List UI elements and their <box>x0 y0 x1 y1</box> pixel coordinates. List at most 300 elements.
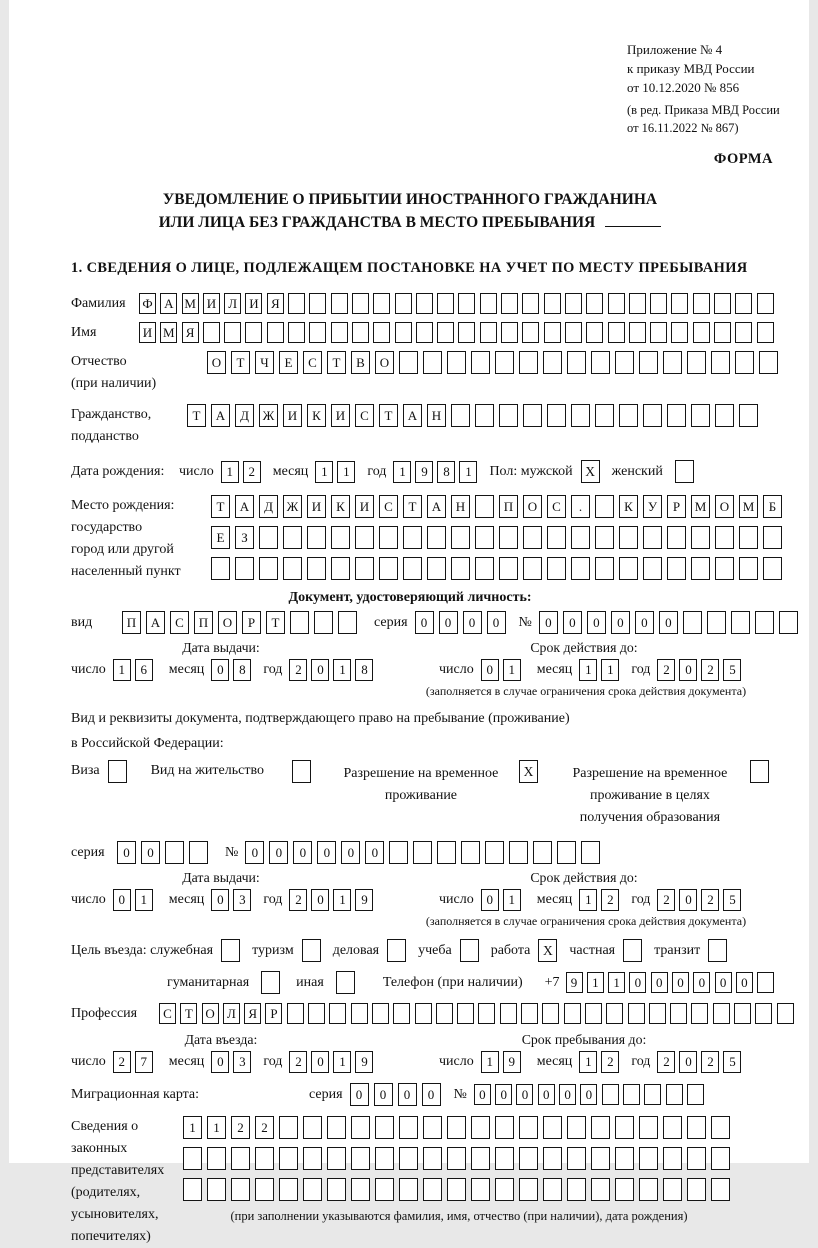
cell[interactable] <box>687 1147 706 1170</box>
cell[interactable] <box>471 1178 490 1201</box>
cell[interactable] <box>329 1003 346 1024</box>
cell[interactable]: 0 <box>365 841 384 864</box>
cell[interactable] <box>211 557 230 580</box>
cell[interactable]: С <box>547 495 566 518</box>
cell[interactable] <box>499 557 518 580</box>
cell[interactable] <box>259 557 278 580</box>
cell[interactable]: 1 <box>393 461 411 483</box>
cell[interactable] <box>757 293 774 314</box>
cell[interactable]: 0 <box>374 1083 393 1106</box>
cell[interactable] <box>203 322 220 343</box>
cell[interactable]: 1 <box>315 461 333 483</box>
cell[interactable] <box>495 351 514 374</box>
cell[interactable] <box>711 1178 730 1201</box>
cell[interactable]: 2 <box>701 889 719 911</box>
cell[interactable] <box>471 1116 490 1139</box>
cell[interactable] <box>644 1084 661 1105</box>
purpose-transit-checkbox[interactable] <box>708 939 727 962</box>
cell[interactable] <box>687 1116 706 1139</box>
cell[interactable]: Д <box>235 404 254 427</box>
cell[interactable]: 2 <box>289 1051 307 1073</box>
cell[interactable] <box>290 611 309 634</box>
cell[interactable]: С <box>355 404 374 427</box>
cell[interactable]: 1 <box>601 659 619 681</box>
cell[interactable] <box>595 404 614 427</box>
cell[interactable] <box>288 293 305 314</box>
cell[interactable] <box>303 1147 322 1170</box>
cell[interactable] <box>327 1178 346 1201</box>
cell[interactable]: 0 <box>659 611 678 634</box>
cell[interactable] <box>355 526 374 549</box>
cell[interactable]: Е <box>279 351 298 374</box>
cell[interactable]: Н <box>451 495 470 518</box>
cell[interactable]: 2 <box>113 1051 131 1073</box>
cell[interactable] <box>351 1178 370 1201</box>
cell[interactable]: 1 <box>337 461 355 483</box>
cell[interactable]: О <box>375 351 394 374</box>
residence-permit-checkbox[interactable] <box>292 760 311 783</box>
cell[interactable] <box>567 1116 586 1139</box>
cell[interactable] <box>375 1116 394 1139</box>
cell[interactable] <box>586 293 603 314</box>
cell[interactable] <box>279 1116 298 1139</box>
cell[interactable]: Т <box>327 351 346 374</box>
cell[interactable] <box>591 1116 610 1139</box>
cell[interactable]: 2 <box>657 889 675 911</box>
cell[interactable]: Б <box>763 495 782 518</box>
cell[interactable]: О <box>218 611 237 634</box>
cell[interactable]: 0 <box>679 1051 697 1073</box>
cell[interactable]: П <box>194 611 213 634</box>
cell[interactable] <box>739 557 758 580</box>
cell[interactable] <box>564 1003 581 1024</box>
cell[interactable]: Е <box>211 526 230 549</box>
cell[interactable] <box>567 1178 586 1201</box>
cell[interactable]: Ч <box>255 351 274 374</box>
cell[interactable] <box>639 351 658 374</box>
sex-male-checkbox[interactable]: X <box>581 460 600 483</box>
cell[interactable]: 1 <box>579 659 597 681</box>
cell[interactable] <box>567 1147 586 1170</box>
cell[interactable] <box>585 1003 602 1024</box>
cell[interactable]: 3 <box>233 889 251 911</box>
cell[interactable] <box>691 404 710 427</box>
cell[interactable] <box>759 351 778 374</box>
cell[interactable]: 0 <box>679 889 697 911</box>
cell[interactable]: П <box>122 611 141 634</box>
cell[interactable]: 2 <box>701 659 719 681</box>
cell[interactable]: Ф <box>139 293 156 314</box>
cell[interactable] <box>399 1116 418 1139</box>
cell[interactable]: Ж <box>283 495 302 518</box>
cell[interactable]: 8 <box>355 659 373 681</box>
cell[interactable] <box>458 322 475 343</box>
cell[interactable]: М <box>691 495 710 518</box>
cell[interactable]: Т <box>403 495 422 518</box>
cell[interactable] <box>557 841 576 864</box>
cell[interactable] <box>522 322 539 343</box>
cell[interactable] <box>691 557 710 580</box>
cell[interactable] <box>671 293 688 314</box>
cell[interactable] <box>619 526 638 549</box>
cell[interactable] <box>523 526 542 549</box>
cell[interactable]: 9 <box>566 972 583 993</box>
cell[interactable] <box>734 1003 751 1024</box>
cell[interactable] <box>522 293 539 314</box>
cell[interactable] <box>649 1003 666 1024</box>
cell[interactable] <box>327 1147 346 1170</box>
cell[interactable] <box>331 322 348 343</box>
cell[interactable] <box>447 351 466 374</box>
cell[interactable] <box>581 841 600 864</box>
cell[interactable]: 2 <box>289 659 307 681</box>
cell[interactable]: 0 <box>350 1083 369 1106</box>
cell[interactable]: 2 <box>243 461 261 483</box>
cell[interactable]: С <box>303 351 322 374</box>
cell[interactable] <box>663 1178 682 1201</box>
cell[interactable] <box>629 322 646 343</box>
cell[interactable] <box>475 495 494 518</box>
cell[interactable] <box>615 1147 634 1170</box>
visa-checkbox[interactable] <box>108 760 127 783</box>
cell[interactable] <box>670 1003 687 1024</box>
cell[interactable] <box>707 611 726 634</box>
cell[interactable] <box>687 1084 704 1105</box>
cell[interactable] <box>643 404 662 427</box>
cell[interactable] <box>245 322 262 343</box>
cell[interactable]: Ж <box>259 404 278 427</box>
cell[interactable] <box>399 1147 418 1170</box>
cell[interactable]: А <box>427 495 446 518</box>
cell[interactable] <box>606 1003 623 1024</box>
cell[interactable] <box>735 351 754 374</box>
cell[interactable] <box>224 322 241 343</box>
cell[interactable] <box>416 322 433 343</box>
cell[interactable] <box>207 1178 226 1201</box>
cell[interactable]: Д <box>259 495 278 518</box>
cell[interactable] <box>480 293 497 314</box>
cell[interactable] <box>591 351 610 374</box>
cell[interactable] <box>509 841 528 864</box>
cell[interactable] <box>571 557 590 580</box>
cell[interactable]: Р <box>265 1003 282 1024</box>
cell[interactable] <box>399 351 418 374</box>
cell[interactable] <box>608 322 625 343</box>
cell[interactable] <box>447 1116 466 1139</box>
cell[interactable] <box>711 1147 730 1170</box>
purpose-tourism-checkbox[interactable] <box>302 939 321 962</box>
purpose-official-checkbox[interactable] <box>221 939 240 962</box>
cell[interactable]: И <box>203 293 220 314</box>
cell[interactable]: 2 <box>657 659 675 681</box>
cell[interactable]: 2 <box>701 1051 719 1073</box>
cell[interactable]: 9 <box>503 1051 521 1073</box>
cell[interactable]: 0 <box>341 841 360 864</box>
cell[interactable] <box>713 1003 730 1024</box>
cell[interactable] <box>739 404 758 427</box>
cell[interactable] <box>615 351 634 374</box>
cell[interactable] <box>458 293 475 314</box>
cell[interactable] <box>255 1147 274 1170</box>
cell[interactable] <box>666 1084 683 1105</box>
cell[interactable]: 0 <box>629 972 646 993</box>
cell[interactable]: 0 <box>538 1084 555 1105</box>
cell[interactable]: 0 <box>580 1084 597 1105</box>
cell[interactable] <box>423 1147 442 1170</box>
cell[interactable] <box>779 611 798 634</box>
cell[interactable]: 5 <box>723 659 741 681</box>
cell[interactable]: Т <box>211 495 230 518</box>
cell[interactable] <box>533 841 552 864</box>
cell[interactable] <box>544 322 561 343</box>
cell[interactable]: Л <box>223 1003 240 1024</box>
cell[interactable] <box>591 1147 610 1170</box>
cell[interactable] <box>283 526 302 549</box>
cell[interactable] <box>403 526 422 549</box>
cell[interactable] <box>650 322 667 343</box>
cell[interactable] <box>259 526 278 549</box>
cell[interactable]: Н <box>427 404 446 427</box>
cell[interactable] <box>595 557 614 580</box>
cell[interactable]: 1 <box>587 972 604 993</box>
cell[interactable] <box>519 1178 538 1201</box>
cell[interactable] <box>667 404 686 427</box>
cell[interactable] <box>475 557 494 580</box>
cell[interactable]: 1 <box>333 1051 351 1073</box>
cell[interactable] <box>619 557 638 580</box>
cell[interactable] <box>711 1116 730 1139</box>
cell[interactable] <box>739 526 758 549</box>
cell[interactable] <box>399 1178 418 1201</box>
cell[interactable]: 0 <box>415 611 434 634</box>
cell[interactable] <box>267 322 284 343</box>
cell[interactable]: 0 <box>474 1084 491 1105</box>
cell[interactable] <box>521 1003 538 1024</box>
cell[interactable]: О <box>523 495 542 518</box>
temp-residence-checkbox[interactable]: X <box>519 760 538 783</box>
cell[interactable] <box>608 293 625 314</box>
cell[interactable] <box>389 841 408 864</box>
cell[interactable] <box>714 322 731 343</box>
cell[interactable] <box>735 322 752 343</box>
cell[interactable] <box>499 526 518 549</box>
cell[interactable]: 0 <box>559 1084 576 1105</box>
cell[interactable]: В <box>351 351 370 374</box>
cell[interactable] <box>189 841 208 864</box>
cell[interactable] <box>327 1116 346 1139</box>
cell[interactable] <box>671 322 688 343</box>
cell[interactable] <box>757 322 774 343</box>
cell[interactable] <box>403 557 422 580</box>
cell[interactable]: 1 <box>459 461 477 483</box>
cell[interactable] <box>372 1003 389 1024</box>
cell[interactable] <box>447 1147 466 1170</box>
cell[interactable]: 0 <box>563 611 582 634</box>
cell[interactable] <box>437 322 454 343</box>
cell[interactable] <box>501 322 518 343</box>
cell[interactable] <box>691 1003 708 1024</box>
purpose-private-checkbox[interactable] <box>623 939 642 962</box>
cell[interactable]: 1 <box>503 889 521 911</box>
cell[interactable]: 0 <box>611 611 630 634</box>
cell[interactable]: 0 <box>516 1084 533 1105</box>
cell[interactable]: 0 <box>635 611 654 634</box>
cell[interactable]: З <box>235 526 254 549</box>
cell[interactable]: 0 <box>269 841 288 864</box>
cell[interactable]: 0 <box>439 611 458 634</box>
cell[interactable]: О <box>715 495 734 518</box>
cell[interactable] <box>643 526 662 549</box>
cell[interactable]: 2 <box>289 889 307 911</box>
cell[interactable]: 1 <box>503 659 521 681</box>
cell[interactable]: И <box>139 322 156 343</box>
cell[interactable] <box>461 841 480 864</box>
cell[interactable] <box>436 1003 453 1024</box>
cell[interactable] <box>567 351 586 374</box>
cell[interactable] <box>543 351 562 374</box>
cell[interactable] <box>693 293 710 314</box>
temp-residence-education-checkbox[interactable] <box>750 760 769 783</box>
cell[interactable] <box>495 1147 514 1170</box>
cell[interactable] <box>591 1178 610 1201</box>
cell[interactable] <box>715 404 734 427</box>
cell[interactable] <box>309 293 326 314</box>
cell[interactable] <box>288 322 305 343</box>
cell[interactable]: 0 <box>481 659 499 681</box>
cell[interactable] <box>231 1147 250 1170</box>
cell[interactable] <box>691 526 710 549</box>
cell[interactable] <box>693 322 710 343</box>
cell[interactable] <box>628 1003 645 1024</box>
purpose-business-checkbox[interactable] <box>387 939 406 962</box>
cell[interactable] <box>314 611 333 634</box>
cell[interactable]: Р <box>242 611 261 634</box>
cell[interactable] <box>639 1147 658 1170</box>
cell[interactable]: 1 <box>135 889 153 911</box>
cell[interactable]: К <box>619 495 638 518</box>
cell[interactable]: 1 <box>481 1051 499 1073</box>
cell[interactable] <box>373 293 390 314</box>
cell[interactable] <box>235 557 254 580</box>
cell[interactable] <box>413 841 432 864</box>
cell[interactable]: 8 <box>437 461 455 483</box>
cell[interactable]: Я <box>267 293 284 314</box>
cell[interactable] <box>687 1178 706 1201</box>
cell[interactable] <box>351 1003 368 1024</box>
cell[interactable] <box>615 1178 634 1201</box>
cell[interactable]: 8 <box>233 659 251 681</box>
cell[interactable]: 9 <box>415 461 433 483</box>
cell[interactable] <box>457 1003 474 1024</box>
purpose-study-checkbox[interactable] <box>460 939 479 962</box>
cell[interactable]: 0 <box>587 611 606 634</box>
cell[interactable] <box>714 293 731 314</box>
cell[interactable]: У <box>643 495 662 518</box>
cell[interactable] <box>619 404 638 427</box>
cell[interactable] <box>667 526 686 549</box>
cell[interactable]: 0 <box>539 611 558 634</box>
cell[interactable] <box>565 322 582 343</box>
purpose-work-checkbox[interactable]: X <box>538 939 557 962</box>
cell[interactable]: 0 <box>211 659 229 681</box>
cell[interactable]: 5 <box>723 1051 741 1073</box>
cell[interactable] <box>309 322 326 343</box>
cell[interactable]: С <box>170 611 189 634</box>
cell[interactable] <box>629 293 646 314</box>
cell[interactable] <box>427 526 446 549</box>
cell[interactable]: 1 <box>333 889 351 911</box>
cell[interactable]: 0 <box>113 889 131 911</box>
cell[interactable]: Т <box>187 404 206 427</box>
cell[interactable]: П <box>499 495 518 518</box>
cell[interactable]: 1 <box>608 972 625 993</box>
cell[interactable]: Я <box>244 1003 261 1024</box>
cell[interactable]: 0 <box>651 972 668 993</box>
cell[interactable]: 0 <box>311 659 329 681</box>
cell[interactable]: 0 <box>672 972 689 993</box>
cell[interactable] <box>423 1116 442 1139</box>
cell[interactable] <box>519 1116 538 1139</box>
cell[interactable]: Л <box>224 293 241 314</box>
cell[interactable] <box>485 841 504 864</box>
cell[interactable] <box>639 1178 658 1201</box>
cell[interactable] <box>307 526 326 549</box>
cell[interactable] <box>565 293 582 314</box>
cell[interactable] <box>395 293 412 314</box>
purpose-other-checkbox[interactable] <box>336 971 355 994</box>
cell[interactable]: 0 <box>495 1084 512 1105</box>
cell[interactable]: А <box>160 293 177 314</box>
cell[interactable]: 0 <box>293 841 312 864</box>
cell[interactable]: 0 <box>693 972 710 993</box>
cell[interactable]: 0 <box>736 972 753 993</box>
cell[interactable] <box>683 611 702 634</box>
cell[interactable] <box>375 1178 394 1201</box>
cell[interactable]: 2 <box>255 1116 274 1139</box>
cell[interactable]: 1 <box>579 889 597 911</box>
cell[interactable] <box>519 351 538 374</box>
cell[interactable]: А <box>235 495 254 518</box>
cell[interactable] <box>478 1003 495 1024</box>
cell[interactable]: 0 <box>463 611 482 634</box>
cell[interactable] <box>307 557 326 580</box>
cell[interactable]: А <box>211 404 230 427</box>
cell[interactable]: Т <box>266 611 285 634</box>
cell[interactable]: 0 <box>679 659 697 681</box>
cell[interactable] <box>475 404 494 427</box>
cell[interactable] <box>437 293 454 314</box>
cell[interactable] <box>523 557 542 580</box>
cell[interactable] <box>427 557 446 580</box>
cell[interactable]: 5 <box>723 889 741 911</box>
cell[interactable] <box>231 1178 250 1201</box>
cell[interactable]: 0 <box>311 1051 329 1073</box>
cell[interactable] <box>715 557 734 580</box>
cell[interactable] <box>393 1003 410 1024</box>
cell[interactable]: 0 <box>715 972 732 993</box>
cell[interactable]: С <box>159 1003 176 1024</box>
cell[interactable] <box>165 841 184 864</box>
cell[interactable]: А <box>403 404 422 427</box>
cell[interactable] <box>543 1116 562 1139</box>
cell[interactable]: Т <box>379 404 398 427</box>
cell[interactable] <box>379 526 398 549</box>
cell[interactable] <box>447 1178 466 1201</box>
cell[interactable]: 0 <box>398 1083 417 1106</box>
cell[interactable] <box>308 1003 325 1024</box>
cell[interactable]: 6 <box>135 659 153 681</box>
cell[interactable]: О <box>202 1003 219 1024</box>
